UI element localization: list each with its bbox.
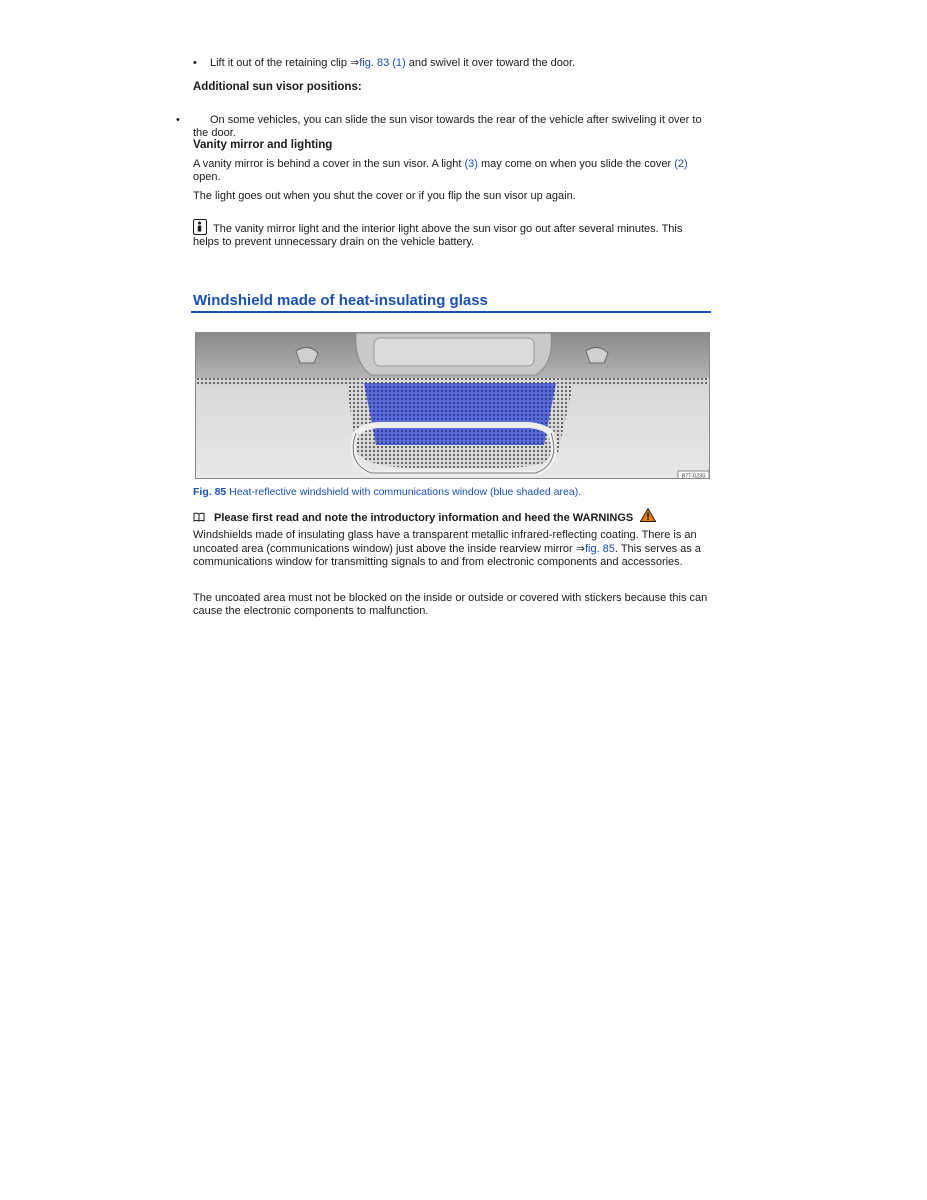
caption-text: Heat-reflective windshield with communications window (blue shaded area).: [226, 486, 582, 498]
text: and swivel it over toward the door.: [405, 57, 576, 69]
section-divider: [191, 311, 711, 313]
vanity-paragraph-1: [193, 158, 711, 184]
fig-83-link[interactable]: fig. 83 (1): [359, 57, 406, 69]
text: Lift it out of the retaining clip: [210, 57, 351, 69]
ref-2-link[interactable]: (2): [674, 158, 688, 170]
windshield-illustration: [196, 333, 710, 479]
ref-3-link[interactable]: (3): [464, 158, 478, 170]
text: open.: [193, 171, 221, 183]
text: On some vehicles, you can slide the sun visor towards the rear of the vehicle after swiveling it over to the door.: [193, 114, 702, 139]
bullet-dot: •: [193, 57, 197, 69]
arrow-glyph: ⇒: [575, 542, 585, 555]
fig-85-link[interactable]: fig. 85: [584, 542, 615, 555]
text: may come on when you slide the cover: [477, 158, 675, 170]
text: . This serves as a communications window for transmitting signals to and from electronic components and accessories.: [193, 542, 701, 569]
caption-label: Fig. 85: [193, 486, 227, 498]
text: A vanity mirror is behind a cover in the sun visor. A light: [193, 158, 465, 170]
windshield-section-title: Windshield made of heat-insulating glass: [193, 292, 488, 309]
bullet-dot: •: [176, 114, 180, 126]
figure-code: B7T-0230: [681, 473, 706, 479]
windshield-paragraph-1: [193, 529, 711, 570]
vanity-mirror-heading: Vanity mirror and lighting: [193, 139, 333, 151]
book-icon: [193, 512, 205, 522]
bullet-retaining-clip: [193, 57, 728, 70]
warning-notice: [193, 508, 711, 525]
warning-line-text: Please first read and note the introductory information and heed the WARNINGS: [214, 512, 634, 524]
arrow-glyph: ⇒: [350, 57, 360, 69]
figure-caption: [193, 486, 711, 499]
info-icon: [193, 219, 207, 235]
note-text: The vanity mirror light and the interior light above the sun visor go out after several minutes. This helps to prevent unnecessary drain on the vehicle battery.: [193, 223, 683, 248]
warning-triangle-icon[interactable]: [640, 508, 656, 522]
bullet-slide-visor: [176, 114, 711, 140]
windshield-paragraph-2: The uncoated area must not be blocked on the inside or outside or covered with stickers because this can cause the electronic components to malfunction.: [193, 592, 708, 617]
additional-positions-heading: Additional sun visor positions:: [193, 81, 362, 93]
windshield-figure: [195, 332, 710, 479]
vanity-paragraph-2: The light goes out when you shut the cover or if you flip the sun visor up again.: [193, 190, 576, 202]
text: Windshields made of insulating glass have a transparent metallic infrared-reflecting coating. There is an uncoated area (communications window) just above the inside rearview mirror: [193, 529, 697, 555]
info-note: [193, 219, 711, 249]
